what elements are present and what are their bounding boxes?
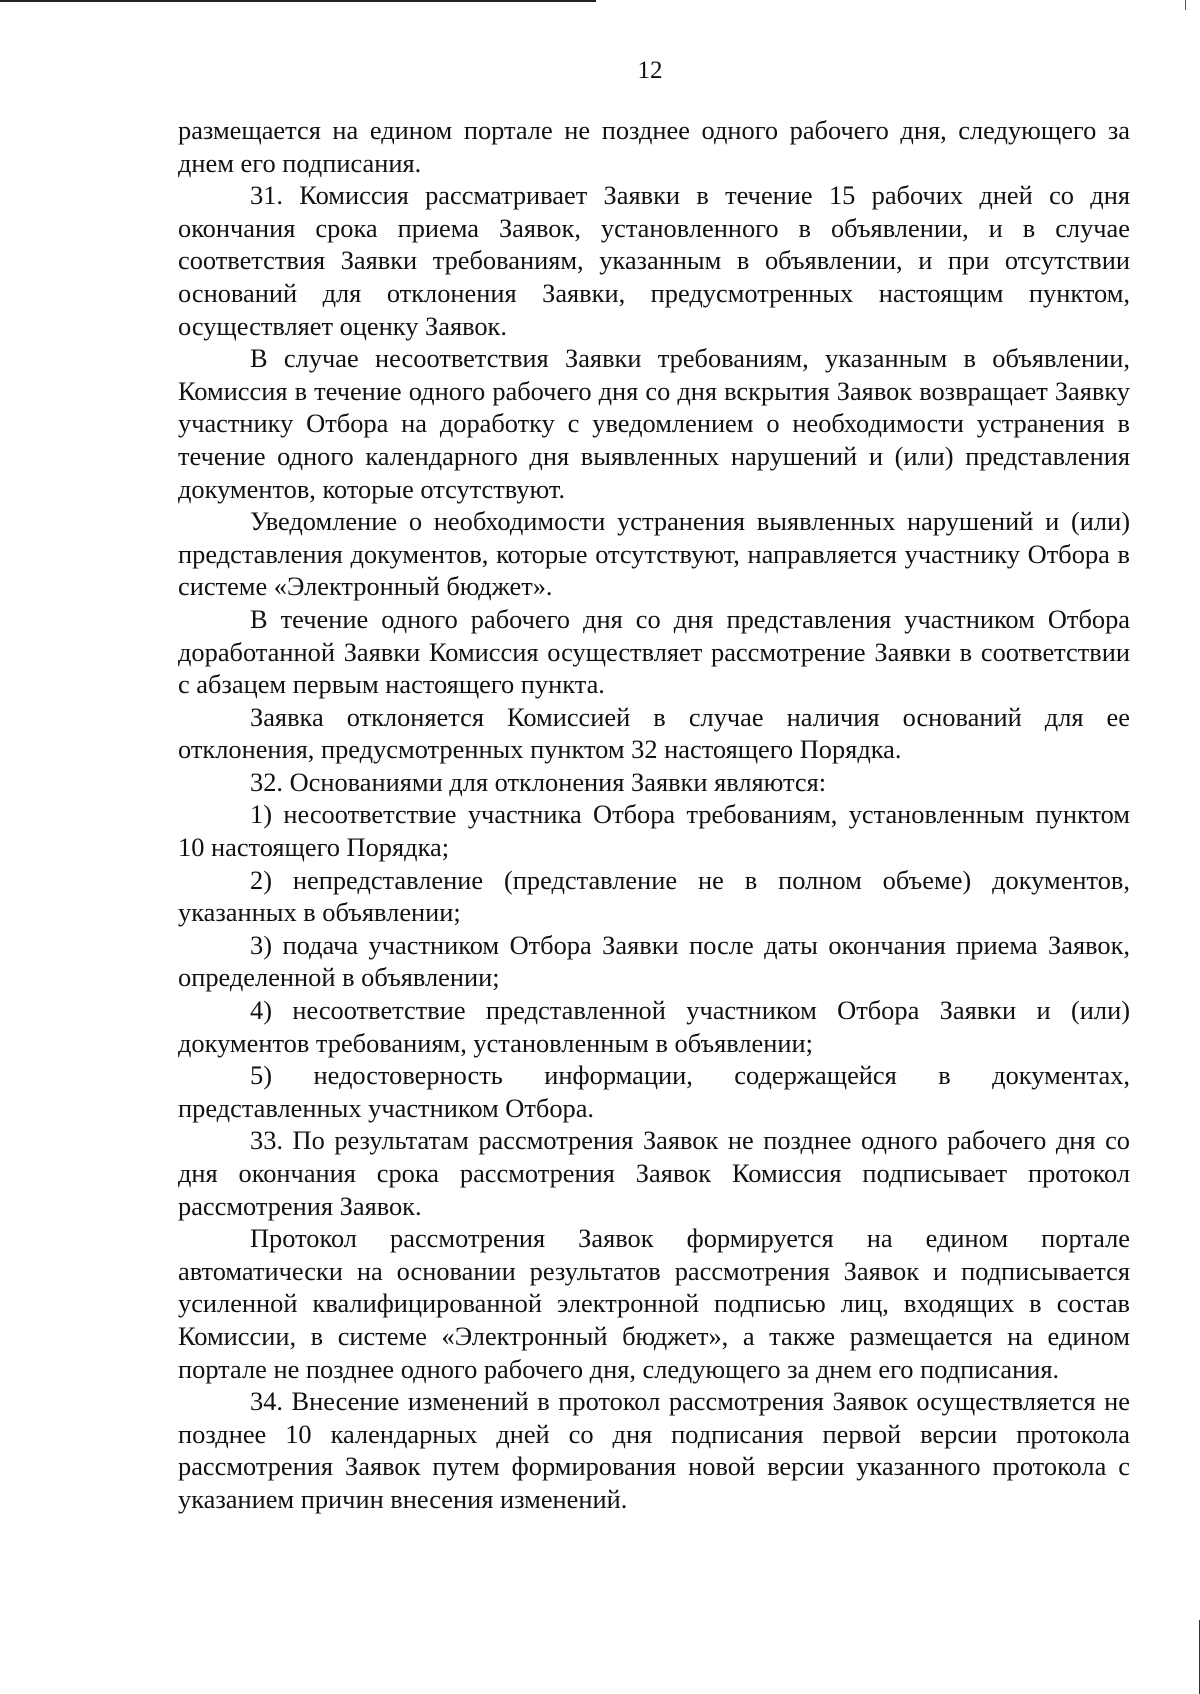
paragraph: В случае несоответствия Заявки требованиям, указанным в объявлении, Комиссия в течение одного рабочего дня со дня вскрытия Заявок возвращает Заявку участнику Отбора на доработку с уведомлением о необходимости устранения в течение одного календарного дня выявленных нарушений и (или) представления документов, которые отсутствуют. <box>178 343 1130 504</box>
paragraph-31: 31. Комиссия рассматривает Заявки в течение 15 рабочих дней со дня окончания срока приема Заявок, установленного в объявлении, и в случае соответствия Заявки требованиям, указанным в объявлении, и при отсутствии оснований для отклонения Заявки, предусмотренных настоящим пунктом, осуществляет оценку Заявок. <box>178 180 1130 341</box>
paragraph-33: 33. По результатам рассмотрения Заявок не позднее одного рабочего дня со дня окончания срока рассмотрения Заявок Комиссия подписывает протокол рассмотрения Заявок. <box>178 1125 1130 1221</box>
paragraph: размещается на едином портале не позднее одного рабочего дня, следующего за днем его подписания. <box>178 115 1130 178</box>
scan-edge-mark <box>1185 0 1186 10</box>
document-body <box>178 114 1130 1516</box>
paragraph: Протокол рассмотрения Заявок формируется на едином портале автоматически на основании результатов рассмотрения Заявок и подписывается усиленной квалифицированной электронной подписью лиц, входящих в состав Комиссии, в системе «Электронный бюджет», а также размещается на едином портале не позднее одного рабочего дня, следующего за днем его подписания. <box>178 1223 1130 1384</box>
paragraph: Заявка отклоняется Комиссией в случае наличия оснований для ее отклонения, предусмотренных пунктом 32 настоящего Порядка. <box>178 701 1130 765</box>
paragraph: В течение одного рабочего дня со дня представления участником Отбора доработанной Заявки Комиссия осуществляет рассмотрение Заявки в соответствии с абзацем первым настоящего пункта. <box>178 603 1130 700</box>
paragraph-32: 32. Основаниями для отклонения Заявки являются: <box>250 766 827 797</box>
scan-edge-line <box>0 0 596 2</box>
list-item: 5) недостоверность информации, содержащейся в документах, представленных участником Отбора. <box>178 1060 1130 1123</box>
list-item: 4) несоответствие представленной участником Отбора Заявки и (или) документов требованиям, установленным в объявлении; <box>178 995 1130 1058</box>
list-item: 1) несоответствие участника Отбора требованиям, установленным пунктом 10 настоящего Порядка; <box>178 799 1130 863</box>
paragraph: Уведомление о необходимости устранения выявленных нарушений и (или) представления документов, которые отсутствуют, направляется участнику Отбора в системе «Электронный бюджет». <box>178 506 1130 602</box>
list-item: 3) подача участником Отбора Заявки после даты окончания приема Заявок, определенной в объявлении; <box>178 929 1130 993</box>
page-number: 12 <box>637 57 663 84</box>
paragraph-34: 34. Внесение изменений в протокол рассмотрения Заявок осуществляется не позднее 10 календарных дней со дня подписания первой версии протокола рассмотрения Заявок путем формирования новой версии указанного протокола с указанием причин внесения изменений. <box>178 1386 1130 1514</box>
list-item: 2) непредставление (представление не в полном объеме) документов, указанных в объявлении; <box>178 864 1130 928</box>
